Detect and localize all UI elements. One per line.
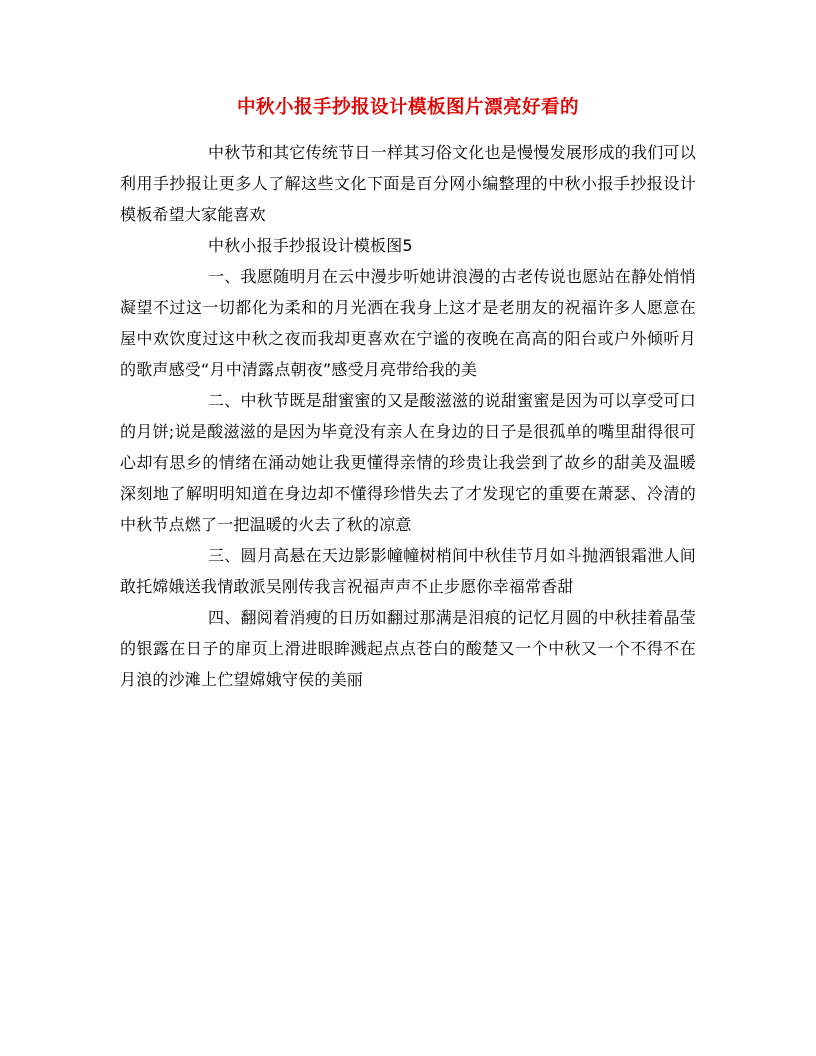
paragraph-three: 三、圆月高悬在天边影影幢幢树梢间中秋佳节月如斗抛洒银霜泄人间敢托嫦娥送我情敢派吴刚传我言祝福声声不止步愿你幸福常香甜 [120,546,696,596]
document-title: 中秋小报手抄报设计模板图片漂亮好看的 [236,97,579,118]
document-body [120,137,696,695]
paragraph-four: 四、翻阅着消瘦的日历如翻过那满是泪痕的记忆月圆的中秋挂着晶莹的银露在日子的扉页上滑进眼眸溅起点点苍白的酸楚又一个中秋又一个不得不在月浪的沙滩上伫望嫦娥守侯的美丽 [120,608,696,689]
paragraph-two: 二、中秋节既是甜蜜蜜的又是酸滋滋的说甜蜜蜜是因为可以享受可口的月饼;说是酸滋滋的是因为毕竟没有亲人在身边的日子是很孤单的嘴里甜得很可心却有思乡的情绪在涌动她让我更懂得亲情的珍贵让我尝到了故乡的甜美及温暖深刻地了解明明知道在身边却不懂得珍惜失去了才发现它的重要在萧瑟、冷清的中秋节点燃了一把温暖的火去了秋的凉意 [120,391,696,534]
paragraph-intro: 中秋节和其它传统节日一样其习俗文化也是慢慢发展形成的我们可以利用手抄报让更多人了解这些文化下面是百分网小编整理的中秋小报手抄报设计模板希望大家能喜欢 [120,143,696,224]
paragraph-figure-caption: 中秋小报手抄报设计模板图5 [208,236,413,255]
paragraph-one: 一、我愿随明月在云中漫步听她讲浪漫的古老传说也愿站在静处悄悄凝望不过这一切都化为柔和的月光洒在我身上这才是老朋友的祝福许多人愿意在屋中欢饮度过这中秋之夜而我却更喜欢在宁谧的夜晚在高高的阳台或户外倾听月的歌声感受“月中清露点朝夜”感受月亮带给我的美 [120,267,696,379]
